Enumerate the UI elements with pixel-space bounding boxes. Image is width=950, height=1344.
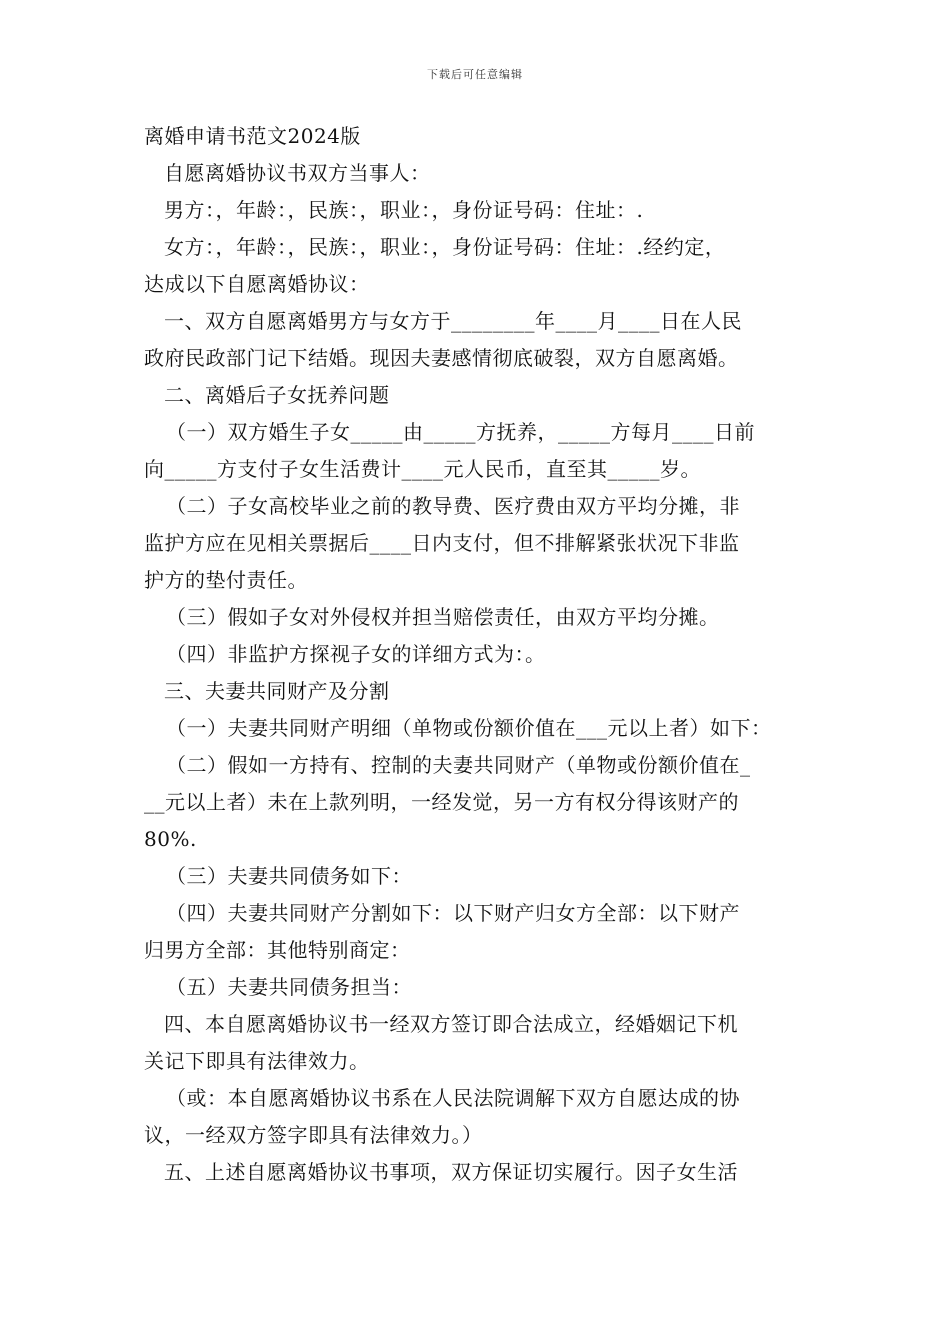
paragraph-line: （二）假如一方持有、控制的夫妻共同财产（单物或份额价值在_ bbox=[166, 753, 751, 777]
paragraph-line: （一）夫妻共同财产明细（单物或份额价值在___元以上者）如下： bbox=[166, 716, 772, 740]
section-heading-1: 一、双方自愿离婚男方与女方于________年____月____日在人民 bbox=[164, 309, 742, 333]
document-body bbox=[144, 118, 812, 1191]
paragraph-line: 归男方全部：其他特别商定： bbox=[144, 938, 411, 962]
document-title: 离婚申请书范文2024版 bbox=[144, 124, 361, 148]
paragraph-line: 80%. bbox=[144, 827, 197, 851]
paragraph-line: （三）假如子女对外侵权并担当赔偿责任，由双方平均分摊。 bbox=[166, 605, 720, 629]
paragraph-line: （四）非监护方探视子女的详细方式为：。 bbox=[166, 642, 546, 666]
paragraph-line: 议，一经双方签字即具有法律效力。） bbox=[144, 1123, 483, 1147]
paragraph-line: （四）夫妻共同财产分割如下：以下财产归女方全部：以下财产 bbox=[166, 901, 740, 925]
paragraph-line: （二）子女高校毕业之前的教导费、医疗费由双方平均分摊，非 bbox=[166, 494, 740, 518]
paragraph-line: 关记下即具有法律效力。 bbox=[144, 1049, 370, 1073]
paragraph-line: __元以上者）未在上款列明，一经发觉，另一方有权分得该财产的 bbox=[144, 790, 739, 814]
paragraph-line: （或：本自愿离婚协议书系在人民法院调解下双方自愿达成的协 bbox=[166, 1086, 740, 1110]
paragraph-line: 女方：，年龄：，民族：，职业：，身份证号码：住址：.经约定， bbox=[164, 235, 726, 259]
paragraph-line: 政府民政部门记下结婚。现因夫妻感情彻底破裂，双方自愿离婚。 bbox=[144, 346, 739, 370]
section-heading-2: 二、离婚后子女抚养问题 bbox=[164, 383, 390, 407]
paragraph-line: （一）双方婚生子女_____由_____方抚养，_____方每月____日前 bbox=[166, 420, 755, 444]
paragraph-line: 监护方应在见相关票据后____日内支付，但不排解紧张状况下非监 bbox=[144, 531, 740, 555]
paragraph-line: 向_____方支付子女生活费计____元人民币，直至其_____岁。 bbox=[144, 457, 701, 481]
paragraph-line: 自愿离婚协议书双方当事人： bbox=[164, 161, 431, 185]
section-heading-3: 三、夫妻共同财产及分割 bbox=[164, 679, 390, 703]
paragraph-line: （五）夫妻共同债务担当： bbox=[166, 975, 412, 999]
paragraph-line: 护方的垫付责任。 bbox=[144, 568, 308, 592]
section-heading-4: 四、本自愿离婚协议书一经双方签订即合法成立，经婚姻记下机 bbox=[164, 1012, 738, 1036]
header-note: 下载后可任意编辑 bbox=[427, 68, 523, 81]
paragraph-line: （三）夫妻共同债务如下： bbox=[166, 864, 412, 888]
paragraph-line: 达成以下自愿离婚协议： bbox=[144, 272, 370, 296]
section-heading-5: 五、上述自愿离婚协议书事项，双方保证切实履行。因子女生活 bbox=[164, 1160, 738, 1184]
paragraph-line: 男方：，年龄：，民族：，职业：，身份证号码：住址：. bbox=[164, 198, 644, 222]
